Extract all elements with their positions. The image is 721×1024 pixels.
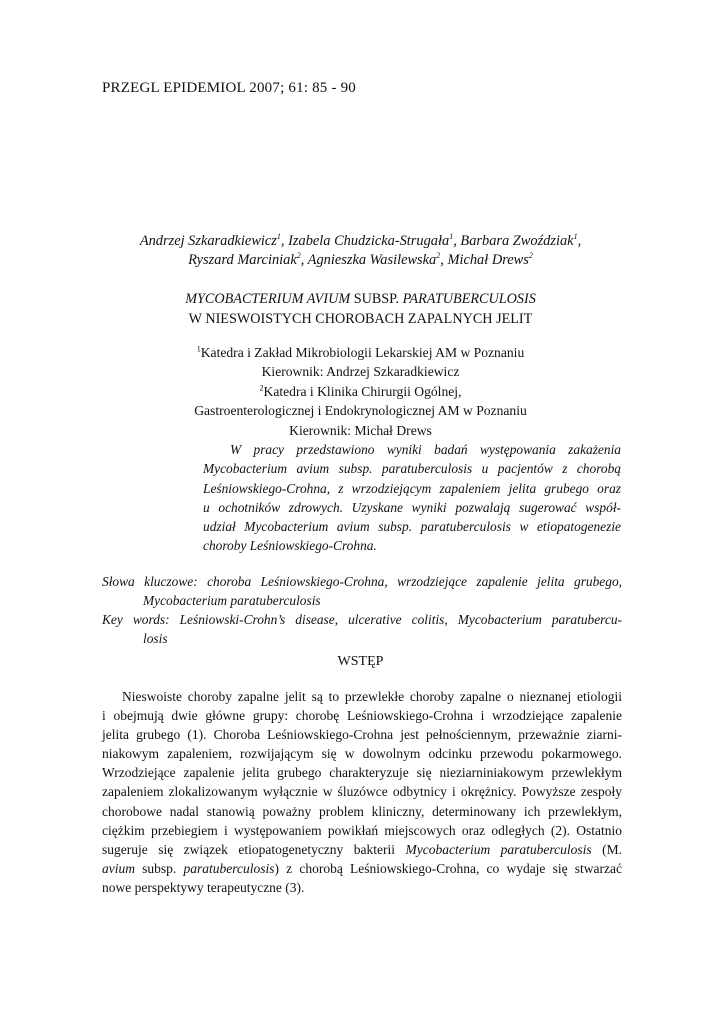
author-name: Izabela Chudzicka-Strugała bbox=[288, 233, 450, 249]
affiliation-2-head: Kierownik: Michał Drews bbox=[289, 422, 432, 438]
keywords-pl-cont: Mycobacterium paratuberculosis bbox=[143, 593, 321, 608]
body-line: zapaleniem zlokalizowanym wyłącznie w śluzówce odbytnicy i okrężnicy. Powyższe zespoły bbox=[102, 784, 622, 800]
affiliation-marker: 1 bbox=[573, 232, 578, 242]
author-name: Andrzej Szkaradkiewicz bbox=[139, 233, 277, 249]
affiliation-marker: 2 bbox=[528, 251, 533, 261]
affiliation-marker: 1 bbox=[449, 232, 454, 242]
abstract bbox=[203, 440, 621, 556]
affiliation-1: $^1$Katedra i Zakład Mikrobiologii Lekarskiej AM w Poznaniu bbox=[196, 344, 525, 360]
body-line: avium subsp. paratuberculosis) z chorobą Leśniowskiego-Crohna, co wydaje się stwarzać bbox=[102, 860, 622, 876]
abstract-line: u ochotników zdrowych. Uzyskane wyniki pozwalają sugerować współ- bbox=[203, 499, 621, 515]
section-heading: WSTĘP bbox=[337, 654, 384, 669]
abstract-line: W pracy przedstawiono wyniki badań występowania zakażenia bbox=[230, 442, 621, 457]
abstract-line: Leśniowskiego-Crohna, z wrzodziejącym zapaleniem jelita grubego oraz bbox=[203, 480, 621, 496]
author-list bbox=[100, 232, 621, 270]
author-name: Ryszard Marciniak bbox=[188, 252, 297, 268]
author-name: Barbara Zwoździak bbox=[460, 233, 574, 249]
author-name: Michał Drews bbox=[447, 252, 529, 268]
keywords-en-cont: losis bbox=[143, 631, 168, 646]
keywords bbox=[102, 572, 622, 648]
body-line: i obejmują dwie główne grupy: chorobę Leśniowskiego-Crohna i wrzodziejące zapalenie bbox=[102, 708, 622, 724]
author-line-1: Andrzej Szkaradkiewicz$^1$, Izabela Chudzicka-Strugała$^1$, Barbara Zwoździak$^1$, bbox=[139, 232, 582, 249]
journal-citation: PRZEGL EPIDEMIOL 2007; 61: 85 - 90 bbox=[102, 80, 357, 96]
abstract-line: Mycobacterium avium subsp. paratuberculosis u pacjentów z chorobą bbox=[203, 461, 621, 477]
affiliation-marker: 2 bbox=[436, 251, 441, 261]
body-line: Wrzodziejące zapalenie jelita grubego charakteryzuje się nieziarniniakowym przewlekłym bbox=[102, 765, 622, 781]
affiliation-2: $^2$Katedra i Klinika Chirurgii Ogólnej, bbox=[259, 383, 462, 399]
body-line: niakowym zapaleniem, rozwijającym się w dowolnym odcinku przewodu pokarmowego. bbox=[102, 746, 622, 762]
keywords-en: Key words: Leśniowski-Crohn’s disease, ulcerative colitis, Mycobacterium paratubercu- bbox=[102, 612, 622, 627]
author-line-2: Ryszard Marciniak$^2$, Agnieszka Wasilewska$^2$, Michał Drews$^2$ bbox=[188, 251, 533, 268]
author-name: Agnieszka Wasilewska bbox=[307, 252, 437, 268]
affiliation-marker: 2 bbox=[296, 251, 301, 261]
body-line: nowe perspektywy terapeutyczne (3). bbox=[102, 879, 305, 895]
body-paragraph bbox=[102, 687, 622, 897]
body-line: sugeruje się związek etiopatogenetyczny bakterii Mycobacterium paratuberculosis (M. bbox=[102, 841, 623, 857]
body-line: jelita grubego (1). Choroba Leśniowskiego-Crohna jest pełnościennym, przeważnie ziarni- bbox=[102, 727, 622, 743]
affiliations bbox=[100, 343, 621, 440]
body-line: Nieswoiste choroby zapalne jelit są to przewlekłe choroby zapalne o nieznanej etiologii bbox=[122, 689, 622, 704]
affiliation-1-head: Kierownik: Andrzej Szkaradkiewicz bbox=[261, 364, 460, 380]
affiliation-2-cont: Gastroenterologicznej i Endokrynologicznej AM w Poznaniu bbox=[194, 403, 527, 419]
title-line-1: MYCOBACTERIUM AVIUM SUBSP. PARATUBERCULOSIS bbox=[185, 291, 536, 307]
paper-title bbox=[100, 289, 621, 329]
abstract-line: choroby Leśniowskiego-Crohna. bbox=[203, 538, 377, 554]
keywords-pl: Słowa kluczowe: choroba Leśniowskiego-Crohna, wrzodziejące zapalenie jelita grubego, bbox=[102, 574, 622, 589]
body-line: chorobowe nadal stanowią poważny problem kliniczny, determinowany ich przewlekłym, bbox=[102, 803, 622, 819]
body-line: ciężkim przebiegiem i występowaniem powikłań miejscowych oraz odległych (2). Ostatnio bbox=[102, 822, 622, 838]
title-line-2: W NIESWOISTYCH CHOROBACH ZAPALNYCH JELIT bbox=[188, 311, 533, 327]
abstract-line: udział Mycobacterium avium subsp. paratuberculosis w etiopatogenezie bbox=[203, 519, 621, 535]
affiliation-marker: 1 bbox=[276, 232, 281, 242]
